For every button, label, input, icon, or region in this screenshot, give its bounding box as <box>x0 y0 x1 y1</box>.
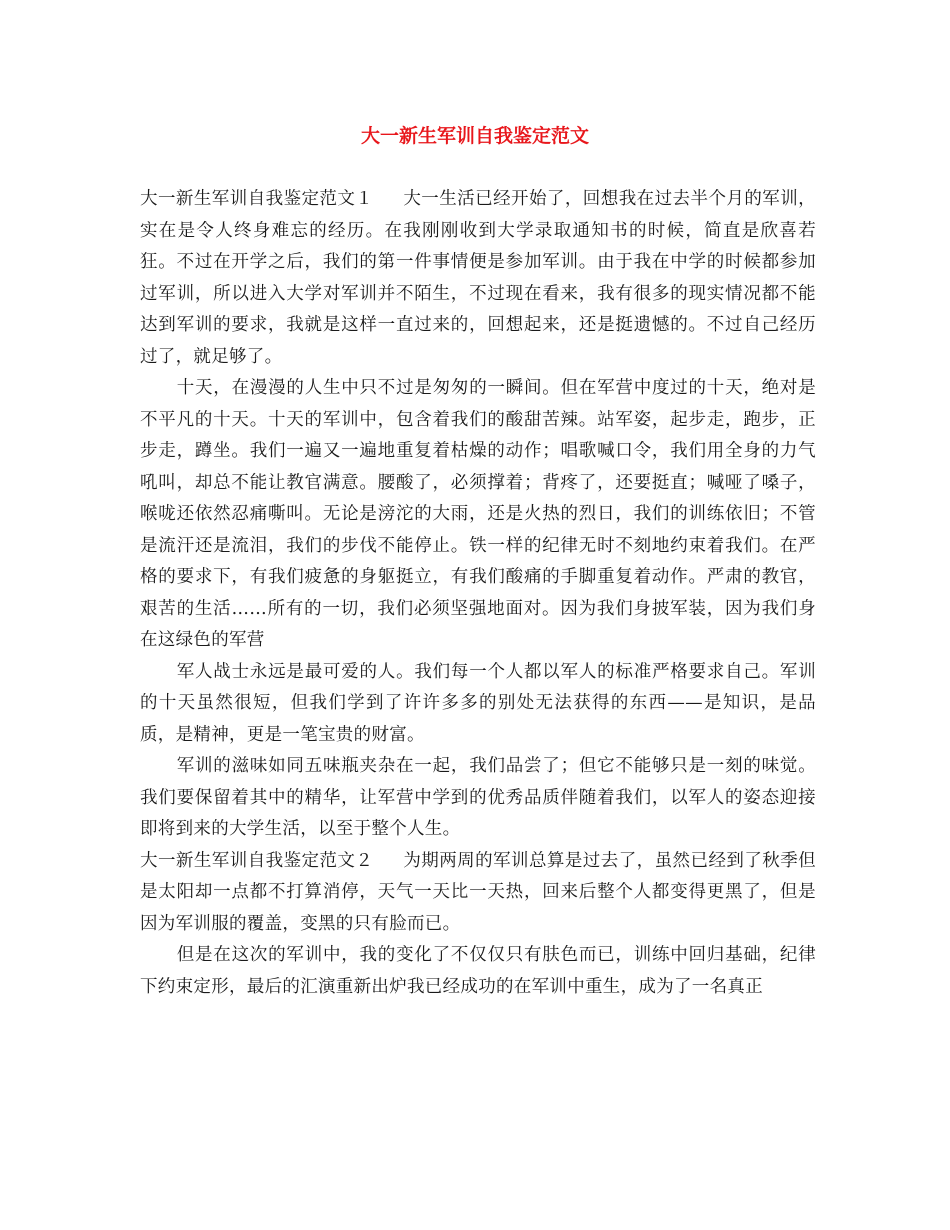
document-body <box>140 184 816 1003</box>
section-1-paragraph-2: 十天，在漫漫的人生中只不过是匆匆的一瞬间。但在军营中度过的十天，绝对是不平凡的十天。十天的军训中，包含着我们的酸甜苦辣。站军姿，起步走，跑步，正步走，蹲坐。我们一遍又一遍地重复着枯燥的动作；唱歌喊口令，我们用全身的力气吼叫，却总不能让教官满意。腰酸了，必须撑着；背疼了，还要挺直；喊哑了嗓子，喉咙还依然忍痛嘶叫。无论是滂沱的大雨，还是火热的烈日，我们的训练依旧；不管是流汗还是流泪，我们的步伐不能停止。铁一样的纪律无时不刻地约束着我们。在严格的要求下，有我们疲惫的身躯挺立，有我们酸痛的手脚重复着动作。严肃的教官，艰苦的生活……所有的一切，我们必须坚强地面对。因为我们身披军装，因为我们身在这绿色的军营 <box>140 378 816 650</box>
section-1-paragraph-1: 大一生活已经开始了，回想我在过去半个月的军训，实在是令人终身难忘的经历。在我刚刚收到大学录取通知书的时候，简直是欣喜若狂。不过在开学之后，我们的第一件事情便是参加军训。由于我在中学的时候都参加过军训，所以进入大学对军训并不陌生，不过现在看来，我有很多的现实情况都不能达到军训的要求，我就是这样一直过来的，回想起来，还是挺遗憾的。不过自己经历过了，就足够了。 <box>140 189 816 367</box>
section-1-paragraph-3: 军人战士永远是最可爱的人。我们每一个人都以军人的标准严格要求自己。军训的十天虽然很短，但我们学到了许许多多的别处无法获得的东西——是知识，是品质，是精神，更是一笔宝贵的财富。 <box>140 661 816 745</box>
document-title: 大一新生军训自我鉴定范文 <box>360 125 589 147</box>
section-1-first-paragraph <box>140 184 816 373</box>
section-1-paragraph-4: 军训的滋味如同五味瓶夹杂在一起，我们品尝了；但它不能够只是一刻的味觉。我们要保留着其中的精华，让军营中学到的优秀品质伴随着我们，以军人的姿态迎接即将到来的大学生活，以至于整个人生。 <box>140 756 816 839</box>
section-2-label: 大一新生军训自我鉴定范文２ <box>140 850 374 871</box>
section-2-first-paragraph <box>140 846 816 941</box>
section-2-paragraph-1: 为期两周的军训总算是过去了，虽然已经到了秋季但是太阳却一点都不打算消停，天气一天比一天热，回来后整个人都变得更黑了，但是因为军训服的覆盖，变黑的只有脸而已。 <box>140 850 816 934</box>
section-1-label: 大一新生军训自我鉴定范文１ <box>140 189 374 209</box>
section-2-paragraph-2: 但是在这次的军训中，我的变化了不仅仅只有肤色而已，训练中回归基础，纪律下约束定形，最后的汇演重新出炉我已经成功的在军训中重生，成为了一名真正 <box>140 945 816 997</box>
